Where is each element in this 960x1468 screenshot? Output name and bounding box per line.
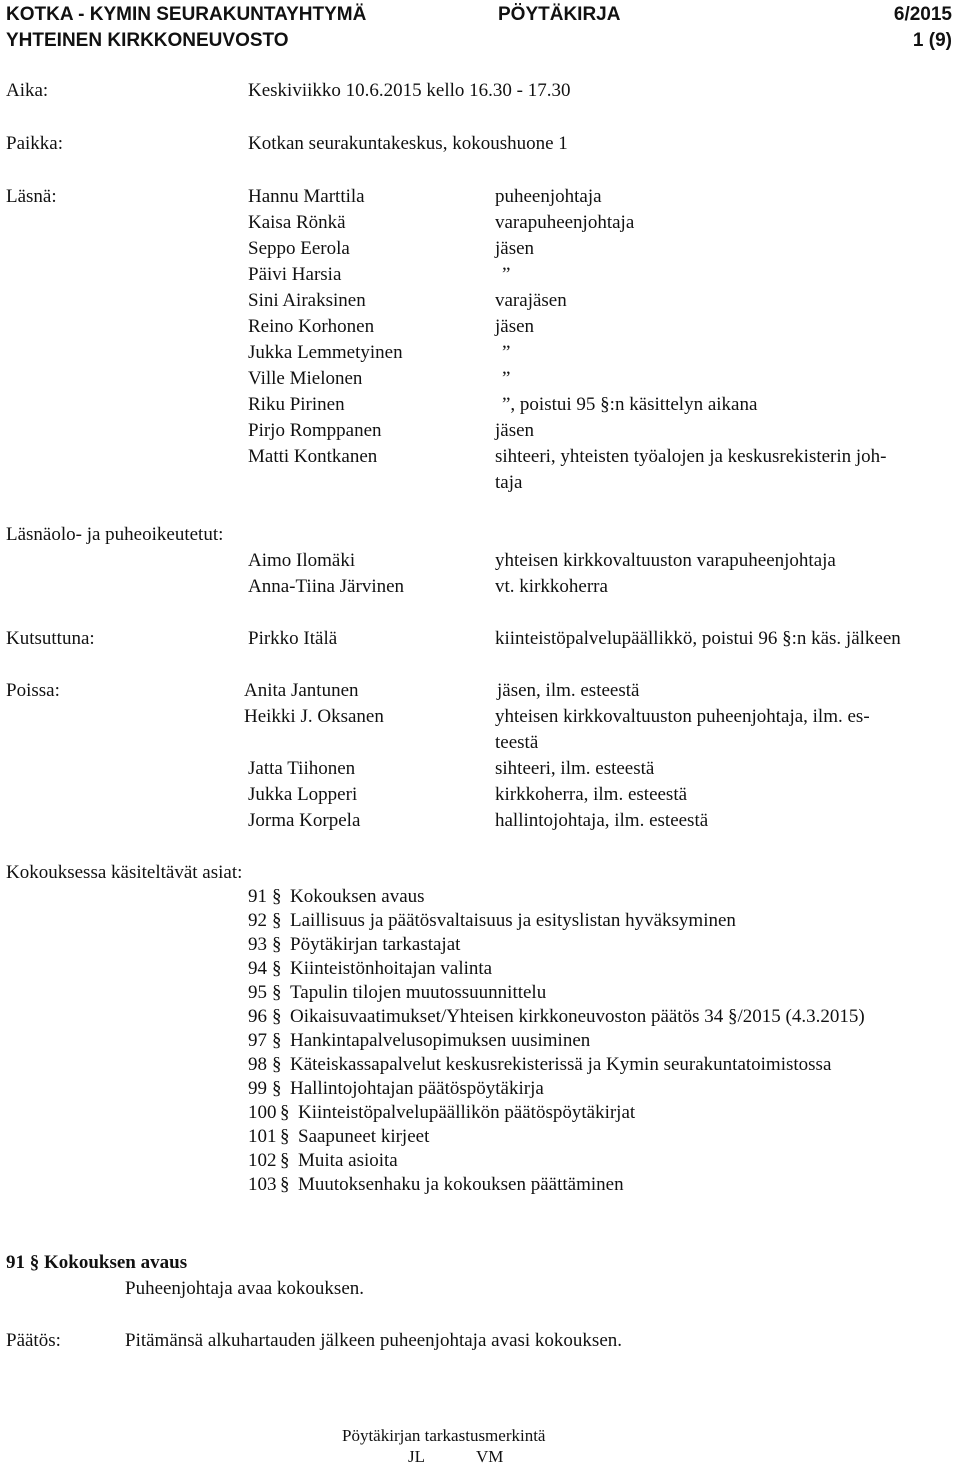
section-symbol: § xyxy=(272,886,282,907)
agenda-item-text: Käteiskassapalvelut keskusrekisterissä ja Kymin seurakuntatoimistossa xyxy=(290,1054,832,1075)
present-name: Hannu Marttila xyxy=(248,186,365,207)
agenda-item xyxy=(0,982,960,1004)
section-symbol: § xyxy=(280,1102,290,1123)
attendee-role: vt. kirkkoherra xyxy=(495,576,608,597)
agenda-item-text: Hallintojohtajan päätöspöytäkirja xyxy=(290,1078,544,1099)
section-symbol: § xyxy=(272,934,282,955)
section-symbol: § xyxy=(280,1126,290,1147)
agenda-item-number: 96 xyxy=(248,1006,267,1027)
present-role: jäsen xyxy=(495,316,535,337)
section-symbol: § xyxy=(272,1054,282,1075)
present-name: Sini Airaksinen xyxy=(248,290,366,311)
absent-role: yhteisen kirkkovaltuuston puheenjohtaja, ilm. es- xyxy=(495,706,870,727)
absent-name: Jukka Lopperi xyxy=(248,784,358,805)
agenda-item-text: Saapuneet kirjeet xyxy=(298,1126,430,1147)
present-role: puheenjohtaja xyxy=(495,186,602,207)
decision-label: Päätös: xyxy=(6,1330,61,1351)
footer-initials-1: JL xyxy=(408,1447,425,1466)
present-role: ”, poistui 95 §:n käsittelyn aikana xyxy=(502,394,758,415)
present-name: Reino Korhonen xyxy=(248,316,375,337)
agenda-item xyxy=(0,934,960,956)
footer-initials-2: VM xyxy=(476,1447,504,1466)
agenda-item-number: 98 xyxy=(248,1054,267,1075)
section-symbol: § xyxy=(272,958,282,979)
attendance-label: Läsnäolo- ja puheoikeutetut: xyxy=(6,524,224,545)
agenda-item xyxy=(0,1102,960,1124)
agenda-item-number: 99 xyxy=(248,1078,267,1099)
present-role: varajäsen xyxy=(495,290,567,311)
agenda-item-number: 95 xyxy=(248,982,267,1003)
present-name: Ville Mielonen xyxy=(248,368,363,389)
agenda-item-text: Oikaisuvaatimukset/Yhteisen kirkkoneuvoston päätös 34 §/2015 (4.3.2015) xyxy=(290,1006,865,1027)
agenda-item xyxy=(0,958,960,980)
absent-role: kirkkoherra, ilm. esteestä xyxy=(495,784,688,805)
agenda-item-text: Hankintapalvelusopimuksen uusiminen xyxy=(290,1030,591,1051)
place-label: Paikka: xyxy=(6,133,63,154)
doc-number: 6/2015 xyxy=(893,4,952,25)
agenda-item-number: 94 xyxy=(248,958,267,979)
attendee-name: Anna-Tiina Järvinen xyxy=(248,576,405,597)
footer-label: Pöytäkirjan tarkastusmerkintä xyxy=(342,1426,546,1445)
absent-name: Jatta Tiihonen xyxy=(248,758,356,779)
present-name: Pirjo Romppanen xyxy=(248,420,382,441)
agenda-item-number: 97 xyxy=(248,1030,267,1051)
doc-type: PÖYTÄKIRJA xyxy=(498,4,621,25)
decision-text: Pitämänsä alkuhartauden jälkeen puheenjohtaja avasi kokouksen. xyxy=(125,1330,623,1351)
absent-role: hallintojohtaja, ilm. esteestä xyxy=(495,810,709,831)
present-name: Jukka Lemmetyinen xyxy=(248,342,403,363)
section-title: 91 § Kokouksen avaus xyxy=(6,1252,188,1273)
present-name: Seppo Eerola xyxy=(248,238,350,259)
absent-role: sihteeri, ilm. esteestä xyxy=(495,758,655,779)
agenda-item xyxy=(0,1150,960,1172)
section-symbol: § xyxy=(280,1150,290,1171)
agenda-item-number: 91 xyxy=(248,886,267,907)
absent-name: Jorma Korpela xyxy=(248,810,361,831)
absent-role-cont: teestä xyxy=(495,732,539,753)
absent-name: Anita Jantunen xyxy=(244,680,359,701)
agenda-item xyxy=(0,910,960,932)
board-name: YHTEINEN KIRKKONEUVOSTO xyxy=(6,30,289,51)
agenda-item-text: Kokouksen avaus xyxy=(290,886,425,907)
absent-label: Poissa: xyxy=(6,680,60,701)
page-number: 1 (9) xyxy=(912,30,952,51)
agenda-item-number: 103 xyxy=(248,1174,277,1195)
absent-name: Heikki J. Oksanen xyxy=(244,706,384,727)
present-name: Kaisa Rönkä xyxy=(248,212,346,233)
time-value: Keskiviikko 10.6.2015 kello 16.30 - 17.30 xyxy=(248,80,571,101)
section-symbol: § xyxy=(272,1006,282,1027)
invited-name: Pirkko Itälä xyxy=(248,628,338,649)
present-name: Matti Kontkanen xyxy=(248,446,378,467)
agenda-item xyxy=(0,1006,960,1028)
present-role: jäsen xyxy=(495,238,535,259)
agenda-item-text: Muita asioita xyxy=(298,1150,398,1171)
agenda-item-number: 102 xyxy=(248,1150,277,1171)
agenda-item-text: Pöytäkirjan tarkastajat xyxy=(290,934,461,955)
present-name: Riku Pirinen xyxy=(248,394,345,415)
agenda-item xyxy=(0,1174,960,1196)
org-name: KOTKA - KYMIN SEURAKUNTAYHTYMÄ xyxy=(6,4,367,25)
section-symbol: § xyxy=(272,1078,282,1099)
section-body: Puheenjohtaja avaa kokouksen. xyxy=(125,1278,365,1299)
present-role: ” xyxy=(502,368,511,389)
agenda-item-number: 101 xyxy=(248,1126,277,1147)
agenda-item-text: Muutoksenhaku ja kokouksen päättäminen xyxy=(298,1174,624,1195)
section-symbol: § xyxy=(272,1030,282,1051)
present-name: Päivi Harsia xyxy=(248,264,342,285)
section-symbol: § xyxy=(280,1174,290,1195)
agenda-item-number: 93 xyxy=(248,934,267,955)
agenda-item-number: 92 xyxy=(248,910,267,931)
attendee-role: yhteisen kirkkovaltuuston varapuheenjohtaja xyxy=(495,550,836,571)
agenda-item-text: Kiinteistöpalvelupäällikön päätöspöytäkirjat xyxy=(298,1102,636,1123)
agenda-item xyxy=(0,1054,960,1076)
invited-label: Kutsuttuna: xyxy=(6,628,95,649)
section-symbol: § xyxy=(272,982,282,1003)
section-symbol: § xyxy=(272,910,282,931)
time-label: Aika: xyxy=(6,80,49,101)
present-role: jäsen xyxy=(495,420,535,441)
present-role: ” xyxy=(502,342,511,363)
agenda-item-number: 100 xyxy=(248,1102,277,1123)
present-role: sihteeri, yhteisten työalojen ja keskusrekisterin joh- xyxy=(495,446,887,467)
absent-role: jäsen, ilm. esteestä xyxy=(497,680,640,701)
agenda-item xyxy=(0,1126,960,1148)
present-role: varapuheenjohtaja xyxy=(495,212,635,233)
agenda-item xyxy=(0,886,960,908)
present-role-cont: taja xyxy=(495,472,523,493)
present-label: Läsnä: xyxy=(6,186,57,207)
agenda-item-text: Kiinteistönhoitajan valinta xyxy=(290,958,493,979)
agenda-item xyxy=(0,1030,960,1052)
agenda-item-text: Tapulin tilojen muutossuunnittelu xyxy=(290,982,547,1003)
place-value: Kotkan seurakuntakeskus, kokoushuone 1 xyxy=(248,133,568,154)
invited-role: kiinteistöpalvelupäällikkö, poistui 96 §:n käs. jälkeen xyxy=(495,628,901,649)
agenda-item xyxy=(0,1078,960,1100)
attendee-name: Aimo Ilomäki xyxy=(248,550,356,571)
agenda-item-text: Laillisuus ja päätösvaltaisuus ja esityslistan hyväksyminen xyxy=(290,910,736,931)
agenda-label: Kokouksessa käsiteltävät asiat: xyxy=(6,862,243,883)
present-role: ” xyxy=(502,264,511,285)
